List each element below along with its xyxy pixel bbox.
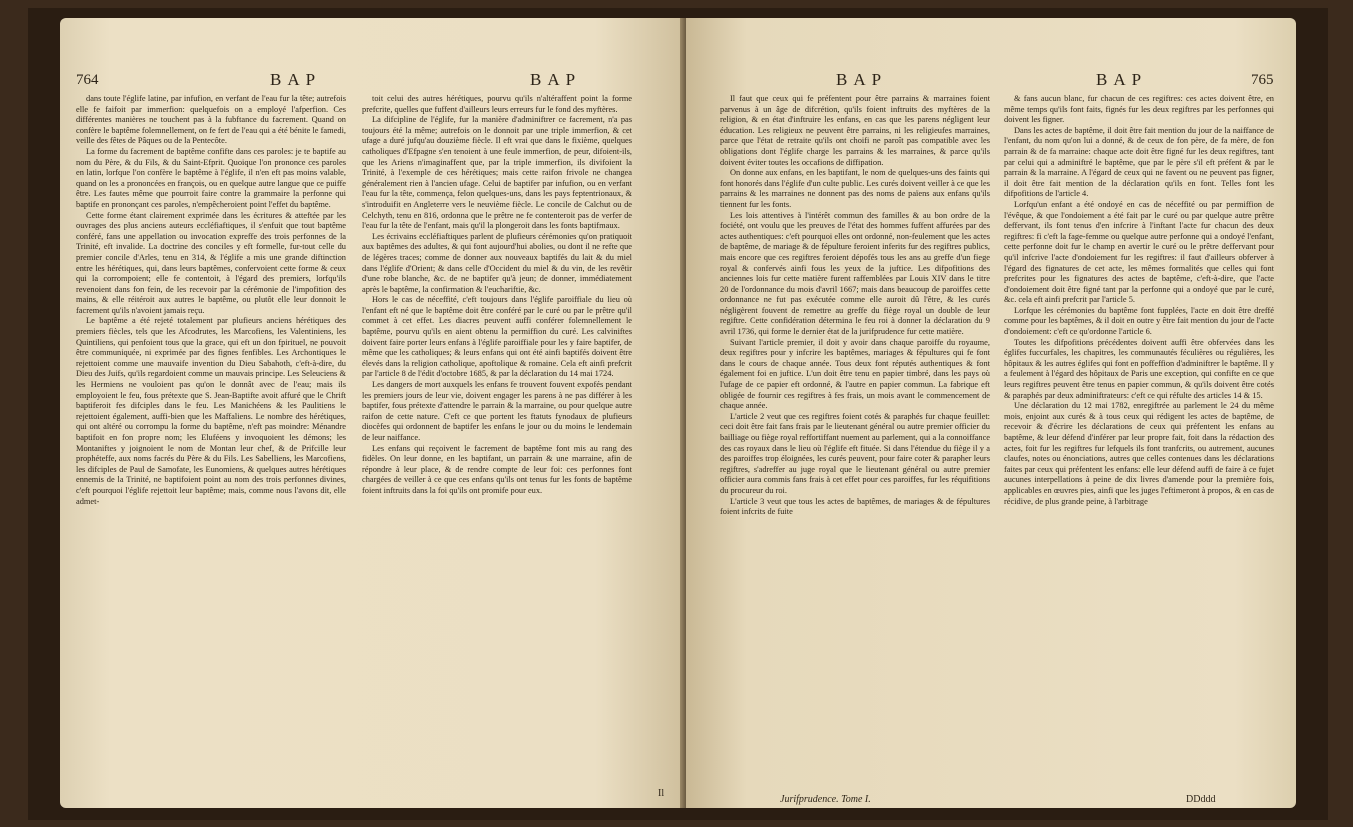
paragraph: toit celui des autres hérétiques, pourvu qu'ils n'altéraffent point la forme prefcrite, quelles que fuffent d'ailleurs leurs erreurs fur le fond des myftères. [362,94,632,114]
left-running-head [60,70,690,92]
left-column-1 [76,94,346,507]
right-footer: Jurifprudence. Tome I. [780,794,871,805]
paragraph: & fans aucun blanc, fur chacun de ces regiftres: ces actes doivent être, en même temps qu'ils font faits, fignés fur les deux regiftres par les perfonnes qui doivent les figner. [1004,94,1274,125]
left-head-word-2: BAP [530,70,582,89]
paragraph: Il faut que ceux qui fe préfentent pour être parrains & marraines foient parvenus à un âge de difcrétion, qu'ils foient inftruits des myftères de la religion, & en état d'inftruire les enfans, en cas que les parens négligent leur éducation. Les religieux ne peuvent être parrains, ni les religieufes marraines, parce que l'état de retraite qu'ils ont choifi ne paroît pas compatible avec les obligations dont l'églife charge les parrains & les marraines, & parce qu'ils doivent éviter toutes les occafions de diffipation. [720,94,990,167]
left-catchword: Il [658,788,665,799]
paragraph: Les lois attentives à l'intérêt commun des familles & au bon ordre de la fociété, ont voulu que les preuves de l'état des hommes fuffent affurées par des actes authentiques: c'eft pourquoi elles ont ordonné, non-feulement que les actes de baptême, de mariage & de fépulture feroient inferits fur des regiftres publics, mais encore que ces regiftres feroient dépofés tous les ans au greffe d'un fiege royal & confervés ainfi fous les yeux de la juftice. Les difpofitions des anciennes lois fur cette matière furent raffemblées par Louis XIV dans le titre 20 de l'ordonnance du mois d'avril 1667; mais dans beaucoup de paroiffes cette ordonnance ne fut pas exécutée comme elle auroit dû l'être, & les curés négligèrent fouvent de remettre au greffe du fiège royal un double de leur regiftre. Cette confidération détermina le feu roi à donner la déclaration du 9 avril 1736, qui forme le dernier état de la jurifprudence fur cette matière. [720,210,990,337]
right-page-number: 765 [1251,72,1274,88]
paragraph: Toutes les difpofitions précédentes doivent auffi être obfervées dans les églifes fuccurfales, les chapitres, les communautés féculières ou régulières, les hôpitaux & les autres églifes qui font en poffeffion d'adminiftrer le baptême. Il y a feulement à l'égard des hôpitaux de Paris une exception, qui confifte en ce que leurs regiftres peuvent être tenus en papier commun, & qu'ils doivent être cotés & paraphés par deux adminiftrateurs: c'eft ce qui réfulte des articles 14 & 15. [1004,337,1274,400]
paragraph: Les dangers de mort auxquels les enfans fe trouvent fouvent expofés pendant les premiers jours de leur vie, doivent engager les parens à ne pas différer à les baptifer, fous prétexte d'attendre le parrain & la marraine, ou pour quelque autre raifon de cette nature. C'eft ce que portent les ftatuts fynodaux de plufieurs diocèfes qui ordonnent de baptifer les enfans le jour ou du moins le lendemain de leur naiffance. [362,380,632,442]
right-head-word-2: BAP [1096,70,1148,89]
paragraph: Les enfans qui reçoivent le facrement de baptême font mis au rang des fidèles. On leur donne, en les baptifant, un parrain & une marraine, afin de répondre à leur place, & de rendre compte de leur foi: ces perfonnes font chargées de veiller à ce que ces enfans qu'ils ont tenus fur les fonts de baptême foient inftruits dans la foi qu'ils ont promife pour eux. [362,443,632,495]
paragraph: Hors le cas de néceffité, c'eft toujours dans l'églife paroiffiale du lieu où l'enfant eft né que le baptême doit être conféré par le curé ou par le prêtre qu'il commet à cet effet. Les diacres peuvent auffi conférer folemnellement le baptême, pourvu qu'ils en aient obtenu la permiffion du curé. Les calviniftes doivent faire porter leurs enfans à l'églife paroiffiale pour les y faire baptifer, de même que les catholiques; & leurs enfans qui ont été ainfi baptifés doivent être élevés dans la religion catholique, apoftolique & romaine. Cela eft ainfi prefcrit par l'article 8 de l'édit d'octobre 1685, & par la déclaration du 14 mai 1724. [362,295,632,379]
right-column-2 [1004,94,1274,507]
right-running-head [686,70,1296,92]
paragraph: Lorfque les cérémonies du baptême font fupplées, l'acte en doit être dreffé comme pour les baptêmes, & il doit en outre y être fait mention du jour de l'acte d'ondoiement: c'eft ce qu'ordonne l'article 6. [1004,305,1274,337]
paragraph: Les écrivains eccléfiaftiques parlent de plufieurs cérémonies qu'on pratiquoit aux baptêmes des adultes, & qui font aujourd'hui abolies, ou dont il ne refte que de légères traces; comme de donner aux nouveaux baptifés du lait & du miel dans l'églife d'Orient; & dans celle d'Occident du miel & du vin, de les revêtir d'une robe blanche, &c. de ne baptifer qu'à jeun; de donner, immédiatement après le baptême, la confirmation & l'euchariftie, &c. [362,231,632,294]
paragraph: Une déclaration du 12 mai 1782, enregiftrée au parlement le 24 du même mois, enjoint aux curés & à tous ceux qui rédigent les actes de baptême, de recevoir & d'écrire les déclarations de ceux qui préfentent les enfans au baptême, & leur défend d'inférer par leur propre fait, foit dans la rédaction des actes, foit fur les regiftres fur lefquels ils font tranfcrits, ou autrement, aucunes claufes, notes ou énonciations, autres que celles contenues dans les déclarations faites par ceux qui préfentent les enfans: elle leur défend auffi de faire à ce fujet aucunes interpellations à peine de dix livres d'amende pour la première fois, applicables en œuvres pies, ainfi que les juges l'eftimeront à propos, & en cas de récidive, de plus grande peine, à l'arbitrage [1004,401,1274,506]
left-head-word-1: BAP [270,70,322,89]
paragraph: L'article 2 veut que ces regiftres foient cotés & paraphés fur chaque feuillet: ceci doit être fait fans frais par le lieutenant général ou autre premier officier du bailliage ou fiège royal reffortiffant nuement au parlement, qui a la connoiffance des cas royaux dans le lieu où l'églife eft fituée. Si dans l'étendue du fiège il y a des paroiffes trop éloignées, les curés peuvent, pour faire coter & parapher leurs regiftres, s'adreffer au juge royal que le lieutenant général ou autre premier officier aura commis fans frais à cet effet pour ces paroiffes, fur les réquifitions du procureur du roi. [720,411,990,495]
right-page [686,18,1296,808]
paragraph: Cette forme étant clairement exprimée dans les écritures & atteftée par les ouvrages des plus anciens auteurs eccléfiaftiques, il s'enfuit que tout baptême conféré, fans une appellation ou invocation expreffe des trois perfonnes de la Trinité, eft invalide. La doctrine des conciles y eft formelle, fur-tout celle du premier concile d'Arles, tenu en 314, & l'églife a mis une grande diftinction entre les hérétiques, qui, dans leurs baptêmes, confervoient cette forme & ceux qui la corrompoient; elle fe contentoit, à l'égard des premiers, lorfqu'ils revenoient dans fon fein, de les recevoir par la cérémonie de l'impofition des mains, & elle réitéroit aux autres le baptême, ou plutôt elle leur donnoit le facrement qu'ils n'avoient jamais reçu. [76,210,346,315]
paragraph: Suivant l'article premier, il doit y avoir dans chaque paroiffe du royaume, deux regiftres pour y infcrire les baptêmes, mariages & fépultures qui fe font dans le cours de chaque année. Tous deux font réputés authentiques & font également foi en juftice. L'un doit être tenu en papier timbré, dans les pays où l'ufage de ce papier eft ordonné, & l'autre en papier commun. La fabrique eft obligée de fournir ces regiftres à fes frais, un mois avant le commencement de chaque année. [720,337,990,411]
paragraph: Dans les actes de baptême, il doit être fait mention du jour de la naiffance de l'enfant, du nom qu'on lui a donné, & de ceux de fon père, de fa mère, de fon parrain & de fa marraine: chaque acte doit être figné fur les deux regiftres, tant par celui qui a adminiftré le baptême, que par le père s'il eft préfent & par le parrain & la marraine. A l'égard de ceux qui ne favent ou ne peuvent pas figner, il doit être fait mention de la déclaration qu'ils en font. Telles font les difpofitions de l'article 4. [1004,125,1274,199]
right-column-1 [720,94,990,518]
left-page-number: 764 [76,72,99,88]
left-page [60,18,690,808]
paragraph: La forme du facrement de baptême confifte dans ces paroles: je te baptife au nom du Père, & du Fils, & du Saint-Efprit. Quoique l'on prononce ces paroles en latin, lorfque l'on confère le baptême à l'églife, il n'en eft pas moins valable, quand on les a prononcées en françois, ou en quelque autre langue que ce puiffe être. Les fautes même que pourroit faire contre la grammaire la perfonne qui baptife en prononçant ces paroles, n'empêcheroient point l'effet du baptême. [76,146,346,209]
right-signature-mark: DDddd [1186,794,1216,805]
left-column-2 [362,94,632,497]
paragraph: dans toute l'églife latine, par infufion, en verfant de l'eau fur la tête; autrefois elle fe faifoit par immerfion: quelquefois on a employé l'afperfion. Ces différentes manières ne touchent pas à la fubftance du facrement. Quand on confère le baptême folemnellement, on fe fert de l'eau qui a été bénite le famedi, veille des fêtes de Pâques ou de la Pentecôte. [76,94,346,146]
paragraph: L'article 3 veut que tous les actes de baptêmes, de mariages & de fépultures foient infcrits de fuite [720,496,990,517]
paragraph: Lorfqu'un enfant a été ondoyé en cas de néceffité ou par permiffion de l'évêque, & que l'ondoiement a été fait par le curé ou par quelque autre prêtre deffervant, ils font tenus d'en infcrire à l'inftant l'acte fur chacun des deux regiftres: fi c'eft la fage-femme ou quelque autre perfonne qui a ondoyé l'enfant, cette perfonne doit fur le champ en avertir le curé ou le prêtre deffervant pour qu'il infcrive l'acte d'ondoiement fur les regiftres: il faut d'ailleurs obferver à l'égard des fignatures de cet acte, les mêmes formalités que celles qui font prefcrites pour les fignatures des actes de baptême, c'eft-à-dire, que l'acte d'ondoiement doit être figné tant par la perfonne qui a ondoyé que par le curé, &c. cela eft ainfi prefcrit par l'article 5. [1004,199,1274,305]
paragraph: La difcipline de l'églife, fur la manière d'adminiftrer ce facrement, n'a pas toujours été la même; autrefois on le donnoit par une triple immerfion, & cet ufage a duré jufqu'au douzième fiècle. Il eft vrai que dans le fixième, quelques catholiques d'Efpagne s'en tenoient à une feule immerfion, de peur, difoient-ils, que les Ariens n'imaginaffent que, par la triple immerfion, ils divifoient la Trinité, à l'exemple de ces hérétiques; mais cette raifon frivole ne changea généralement rien à l'ancien ufage. Celui de baptifer par infufion, ou en verfant l'eau fur la tête, commença, felon quelques-uns, dans les pays feptentrionaux, & s'introduifit en Angleterre vers le neuvième fiècle. Le concile de Calchut ou de Celchyth, tenu en 816, ordonna que le prêtre ne fe contenteroit pas de verfer de l'eau fur la tête de l'enfant, mais qu'il la plongeroit dans les fonts baptifmaux. [362,115,632,231]
paragraph: On donne aux enfans, en les baptifant, le nom de quelques-uns des faints qui font honorés dans l'églife d'un culte public. Les curés doivent veiller à ce que les parrains & les marraines ne donnent pas des noms de païens aux enfans qu'ils tiennent fur les fonts. [720,168,990,209]
paragraph: Le baptême a été rejeté totalement par plufieurs anciens hérétiques des premiers fiècles, tels que les Afcodrutes, les Marcofiens, les Valentiniens, les Quintiliens, qui penfoient tous que la grace, qui eft un don fpirituel, ne pouvoit être communiquée, ni exprimée par des fignes fenfibles. Les Archontiques le rejettoient comme une mauvaife invention du Dieu Sabahoth, c'eft-à-dire, du Dieu des Juifs, qu'ils regardoient comme un mauvais principe. Les Seleuciens & les Hermiens ne vouloient pas qu'on le donnât avec de l'eau; mais ils employoient le feu, fous prétexte que S. Jean-Baptifte avoit affuré que le Chrift baptiferoit fes difciples dans le feu. Les Manichéens & les Paulitiens le rejettoient également, auffi-bien que les Maffaliens. Le nombre des hérétiques, qui ont altéré ou corrompu la forme du baptême, n'eft pas moindre: Ménandre baptifoit en fon propre nom; les Eluféens y invoquoient les démons; les Montaniftes y joignoient le nom de Montan leur chef, & de Prifcille leur prophéteffe, aux noms facrés du Père & du Fils. Les Sabelliens, les Marcofiens, les difciples de Paul de Samofate, les Eunomiens, & quelques autres hérétiques ennemis de la Trinité, ne baptifoient point au nom des trois perfonnes divines, c'eft pourquoi l'églife rejettoit leur baptême; mais, comme nous l'avons dit, elle admet- [76,316,346,506]
right-head-word-1: BAP [836,70,888,89]
